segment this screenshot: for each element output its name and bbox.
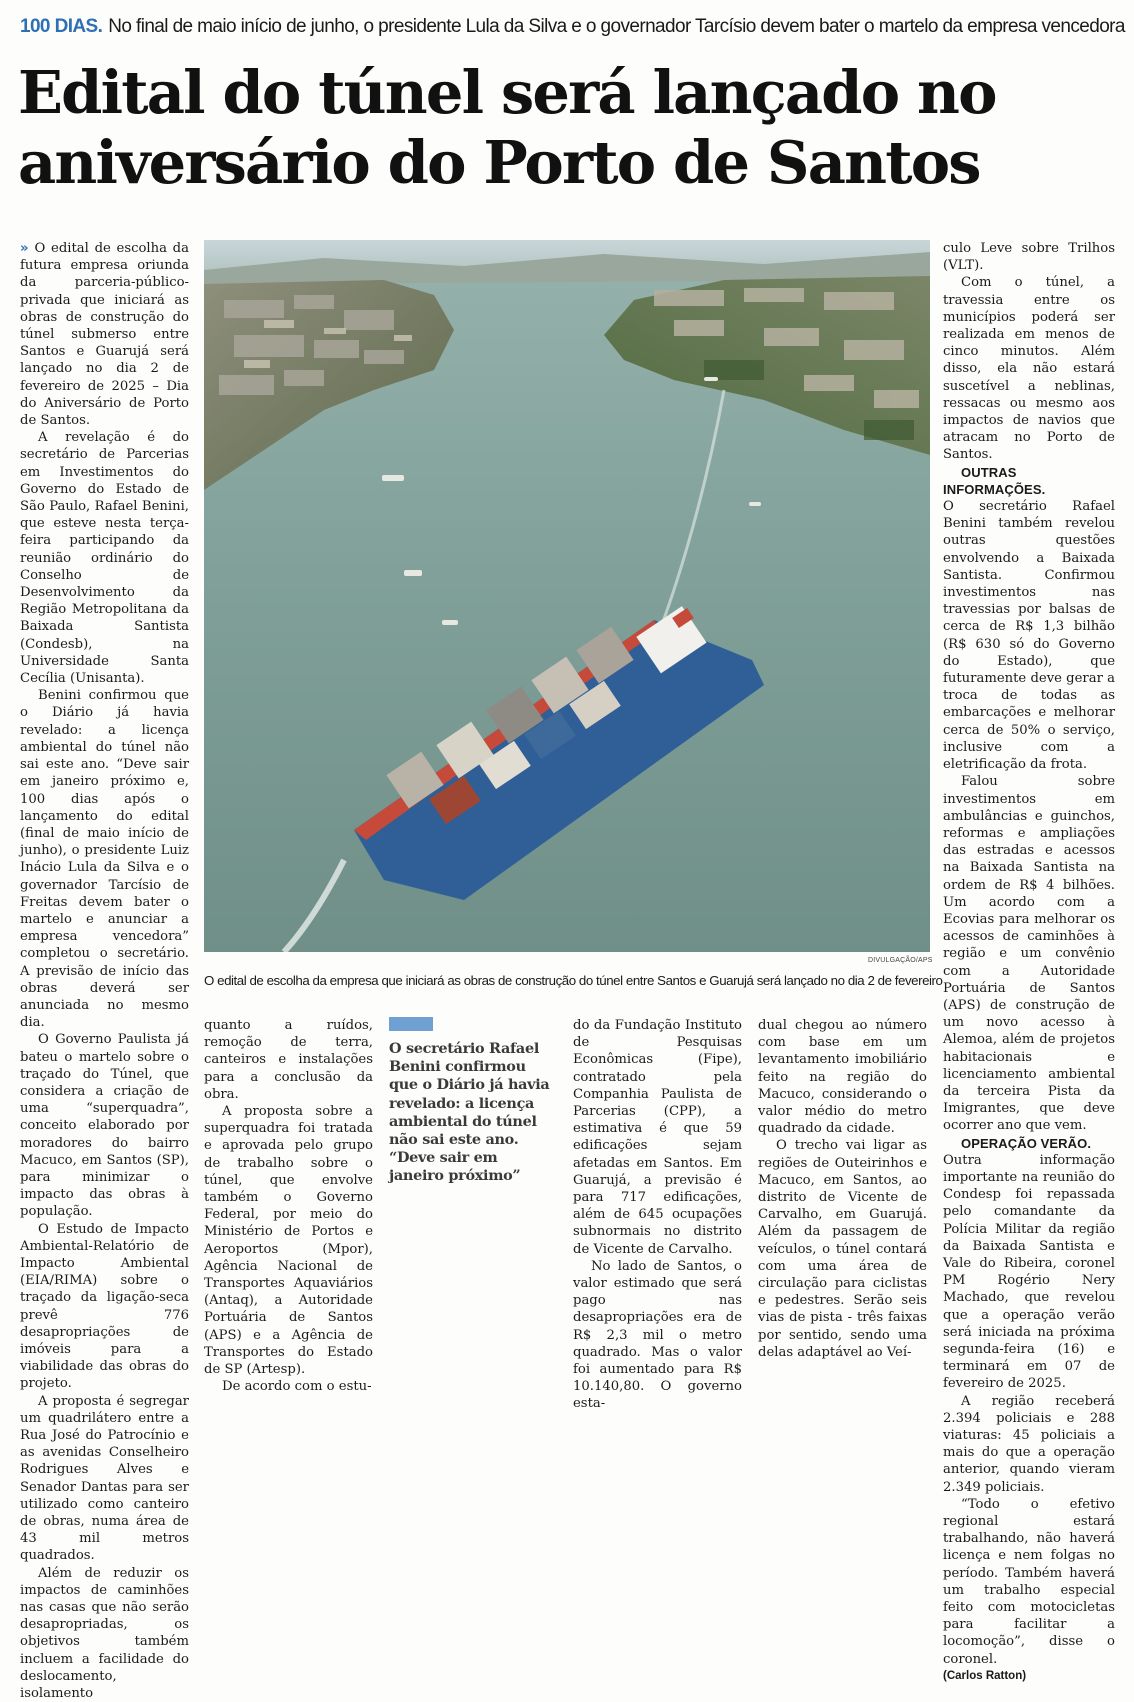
article-column-2 (204, 1017, 373, 1395)
paragraph: Além de reduzir os impactos de caminhões nas casas que não serão desapropriadas, os objetivos também incluem a facilidade do deslocamento, isolamento (20, 1565, 189, 1702)
paragraph: O trecho vai ligar as regiões de Outeirinhos e Macuco, em Santos, ao distrito de Vicente de Carvalho, em Guarujá. Além da passagem de veículos, o túnel contará com uma área de circulação para ciclistas e pedestres. Serão seis vias de pista - três faixas por sentido, sendo uma delas adaptável ao Veí- (758, 1138, 927, 1360)
article-column-1 (20, 240, 189, 1702)
headline (18, 58, 1118, 198)
paragraph: A revelação é do secretário de Parcerias em Investimentos do Governo do Estado de São Paulo, Rafael Benini, que esteve nesta terça-feira participando da reunião ordinário do Conselho de Desenvolvimento da Região Metropolitana da Baixada Santista (Condesb), na Universidade Santa Cecília (Unisanta). (20, 430, 189, 687)
paragraph: culo Leve sobre Trilhos (VLT). (943, 241, 1115, 274)
article-column-6 (943, 240, 1115, 1685)
paragraph: De acordo com o estu- (222, 1379, 372, 1395)
pullquote-accent-bar (389, 1017, 433, 1031)
paragraph: Com o túnel, a travessia entre os municípios poderá ser realizada em menos de cinco minutos. Além disso, ela não estará suscetível a neblinas, ressacas ou mesmo aos impactos de navios que atracam no Porto de Santos. (943, 275, 1115, 463)
paragraph: do da Fundação Instituto de Pesquisas Econômicas (Fipe), contratado pela Companhia Paulista de Parcerias (CPP), a estimativa é que 59 edificações sejam afetadas em Santos. Em Guarujá, a previsão é para 717 edificações, além de 645 ocupações subnormais no distrito de Vicente de Carvalho. (573, 1018, 742, 1257)
article-column-4 (573, 1017, 742, 1413)
lead-marker-icon: » (20, 241, 29, 256)
paragraph: O Governo Paulista já bateu o martelo sobre o traçado do Túnel, que considera a criação de uma “superquadra”, conceito elaborado por moradores do bairro Macuco, em Santos (SP), para minimizar o impacto das obras à população. (20, 1032, 189, 1220)
kicker (20, 16, 1125, 38)
subhead-outras-informacoes: OUTRAS INFORMAÇÕES. (943, 464, 1046, 497)
paragraph: quanto a ruídos, remoção de terra, canteiros e instalações para a conclusão da obra. (204, 1018, 373, 1102)
harbor-photo (204, 240, 930, 952)
photo-caption: O edital de escolha da empresa que iniciará as obras de construção do túnel entre Santos e Guarujá será lançado no dia 2 de fevereiro (204, 973, 943, 988)
kicker-tag: 100 DIAS. (20, 16, 103, 37)
author-signature: (Carlos Ratton) (943, 1669, 1027, 1682)
paragraph: dual chegou ao número com base em um levantamento imobiliário feito na região do Macuco, considerando o valor médio do metro quadrado da cidade. (758, 1018, 927, 1137)
paragraph: “Todo o efetivo regional estará trabalhando, não haverá licença e nem folgas no período. Também haverá um trabalho especial feito com motocicletas para facilitar a locomoção”, disse o coronel. (943, 1496, 1115, 1667)
subhead-operacao-verao: OPERAÇÃO VERÃO. (961, 1135, 1092, 1151)
headline-line-1: Edital do túnel será lançado no (18, 58, 996, 127)
headline-line-2: aniversário do Porto de Santos (18, 128, 980, 197)
pullquote: O secretário Rafael Benini confirmou que o Diário já havia revelado: a licença ambiental do túnel não sai este ano. “Deve sair em janeiro próximo” (389, 1040, 550, 1185)
paragraph: Benini confirmou que o Diário já havia revelado: a licença ambiental do túnel não sai este ano. “Deve sair em janeiro próximo e, 100 dias após o lançamento do edital (final de maio início de junho), o presidente Luiz Inácio Lula da Silva e o governador Tarcísio de Freitas devem bater o martelo e anunciar a empresa vencedora” completou o secretário. A previsão de início das obras deverá ser anunciada no mesmo dia. (20, 688, 189, 1031)
paragraph: No lado de Santos, o valor estimado que será pago nas desapropriações era de R$ 2,3 mil o metro quadrado. Mas o valor foi aumentado para R$ 10.140,80. O governo esta- (573, 1258, 742, 1412)
paragraph: O secretário Rafael Benini também revelou outras questões envolvendo a Baixada Santista. Confirmou investimentos nas travessias por balsas de cerca de R$ 1,3 bilhão (R$ 630 só do Governo do Estado), que futuramente deve gerar a troca de todas as embarcações e melhorar cerca de 50% o serviço, inclusive com a eletrificação da frota. (943, 499, 1115, 773)
paragraph: A proposta sobre a superquadra foi tratada e aprovada pelo grupo de trabalho sobre o túnel, que envolve também o Governo Federal, por meio do Ministério de Portos e Aeroportos (Mpor), Agência Nacional de Transportes Aquaviários (Antaq), a Autoridade Portuária de Santos (APS) e a Agência de Transportes do Estado de SP (Artesp). (204, 1104, 373, 1378)
paragraph: O Estudo de Impacto Ambiental-Relatório de Impacto Ambiental (EIA/RIMA) sobre o traçado da ligação-seca prevê 776 desapropriações de imóveis para a viabilidade das obras do projeto. (20, 1221, 189, 1392)
lead-paragraph: » O edital de escolha da futura empresa oriunda da parceria-público-privada que iniciará as obras de construção do túnel submerso entre Santos e Guarujá será lançado no dia 2 de fevereiro de 2025 – Dia do Aniversário de Porto de Santos. (20, 241, 189, 429)
paragraph: A proposta é segregar um quadrilátero entre a Rua José do Patrocínio e as avenidas Conselheiro Rodrigues Alves e Senador Dantas para ser utilizado como canteiro de obras, numa área de 43 mil metros quadrados. (20, 1393, 189, 1564)
article-column-5 (758, 1017, 927, 1361)
kicker-text: No final de maio início de junho, o presidente Lula da Silva e o governador Tarcísio devem bater o martelo da empresa vencedora (108, 16, 1125, 37)
paragraph: Falou sobre investimentos em ambulâncias e guinchos, reformas e ampliações das estradas e acessos na Baixada Santista na ordem de R$ 4 bilhões. Um acordo com a Ecovias para melhorar os acessos de caminhões à região e um convênio com a Autoridade Portuária de Santos (APS) de construção de um novo acesso à Alemoa, além de projetos habitacionais e licenciamento ambiental da terceira Pista da Imigrantes, que deve ocorrer ano que vem. (943, 774, 1115, 1134)
photo-credit: DIVULGAÇÃO/APS (868, 957, 933, 964)
paragraph: Outra informação importante na reunião do Condesp foi repassada pelo comandante da Polícia Militar da região da Baixada Santista e Vale do Ribeira, coronel PM Rogério Nery Machado, que revelou que a operação verão será iniciada na próxima segunda-feira (16) e terminará em 07 de fevereiro de 2025. (943, 1152, 1115, 1392)
paragraph: A região receberá 2.394 policiais e 288 viaturas: 45 policiais a mais do que a operação anterior, quando vieram 2.349 policiais. (943, 1393, 1115, 1495)
container-ship-image (204, 240, 930, 952)
